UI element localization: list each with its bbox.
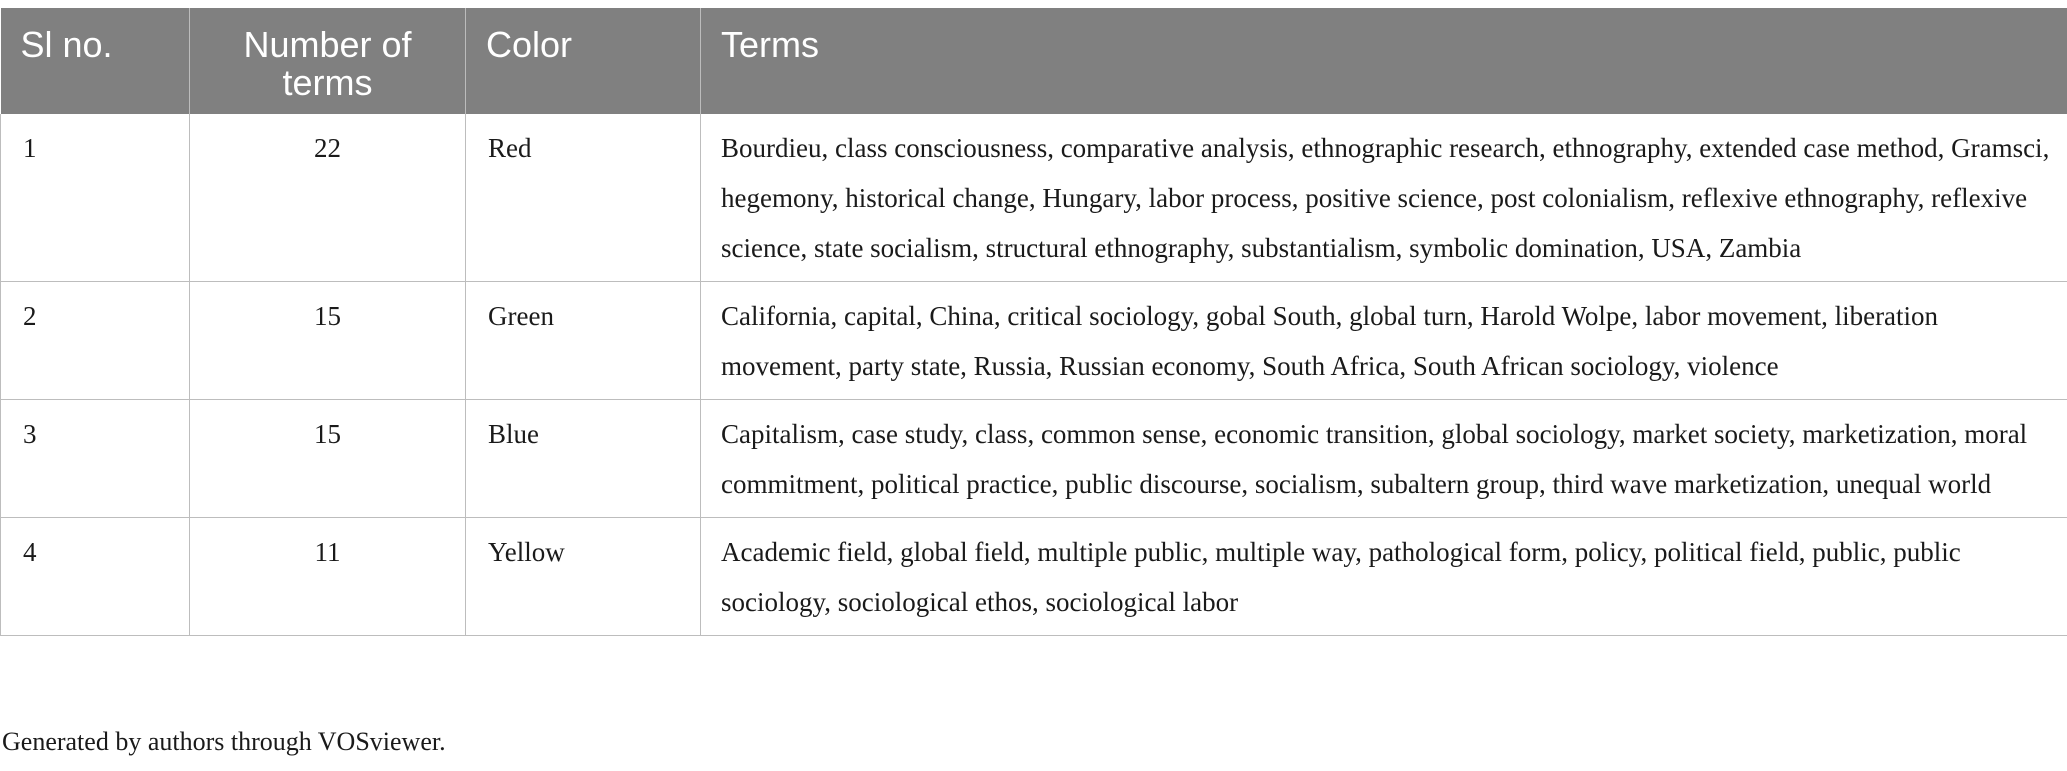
cell-terms: California, capital, China, critical sociology, gobal South, global turn, Harold Wolpe, labor movement, liberation movement, party state, Russia, Russian economy, South Africa, South African sociology, violence: [701, 282, 2067, 400]
cell-sl-no: 1: [1, 114, 190, 282]
header-number-of-terms: Number of terms: [190, 8, 466, 114]
clusters-table-container: [0, 8, 2067, 636]
table-header: [1, 8, 2067, 114]
cell-color: Yellow: [466, 518, 701, 636]
header-sl-no: Sl no.: [1, 8, 190, 114]
header-terms: Terms: [701, 8, 2067, 114]
cell-sl-no: 4: [1, 518, 190, 636]
table-row: [1, 282, 2067, 400]
clusters-table: [0, 8, 2067, 636]
header-color: Color: [466, 8, 701, 114]
cell-color: Red: [466, 114, 701, 282]
cell-terms: Academic field, global field, multiple public, multiple way, pathological form, policy, political field, public, public sociology, sociological ethos, sociological labor: [701, 518, 2067, 636]
cell-number-of-terms: 22: [190, 114, 466, 282]
table-row: [1, 518, 2067, 636]
table-body: [1, 114, 2067, 636]
cell-number-of-terms: 15: [190, 282, 466, 400]
cell-color: Green: [466, 282, 701, 400]
table-row: [1, 114, 2067, 282]
header-row: [1, 8, 2067, 114]
cell-sl-no: 2: [1, 282, 190, 400]
cell-sl-no: 3: [1, 400, 190, 518]
cell-terms: Capitalism, case study, class, common sense, economic transition, global sociology, market society, marketization, moral commitment, political practice, public discourse, socialism, subaltern group, third wave marketization, unequal world: [701, 400, 2067, 518]
table-row: [1, 400, 2067, 518]
cell-number-of-terms: 11: [190, 518, 466, 636]
table-footnote: Generated by authors through VOSviewer.: [2, 727, 446, 756]
cell-color: Blue: [466, 400, 701, 518]
cell-terms: Bourdieu, class consciousness, comparative analysis, ethnographic research, ethnography, extended case method, Gramsci, hegemony, historical change, Hungary, labor process, positive science, post colonialism, reflexive ethnography, reflexive science, state socialism, structural ethnography, substantialism, symbolic domination, USA, Zambia: [701, 114, 2067, 282]
cell-number-of-terms: 15: [190, 400, 466, 518]
